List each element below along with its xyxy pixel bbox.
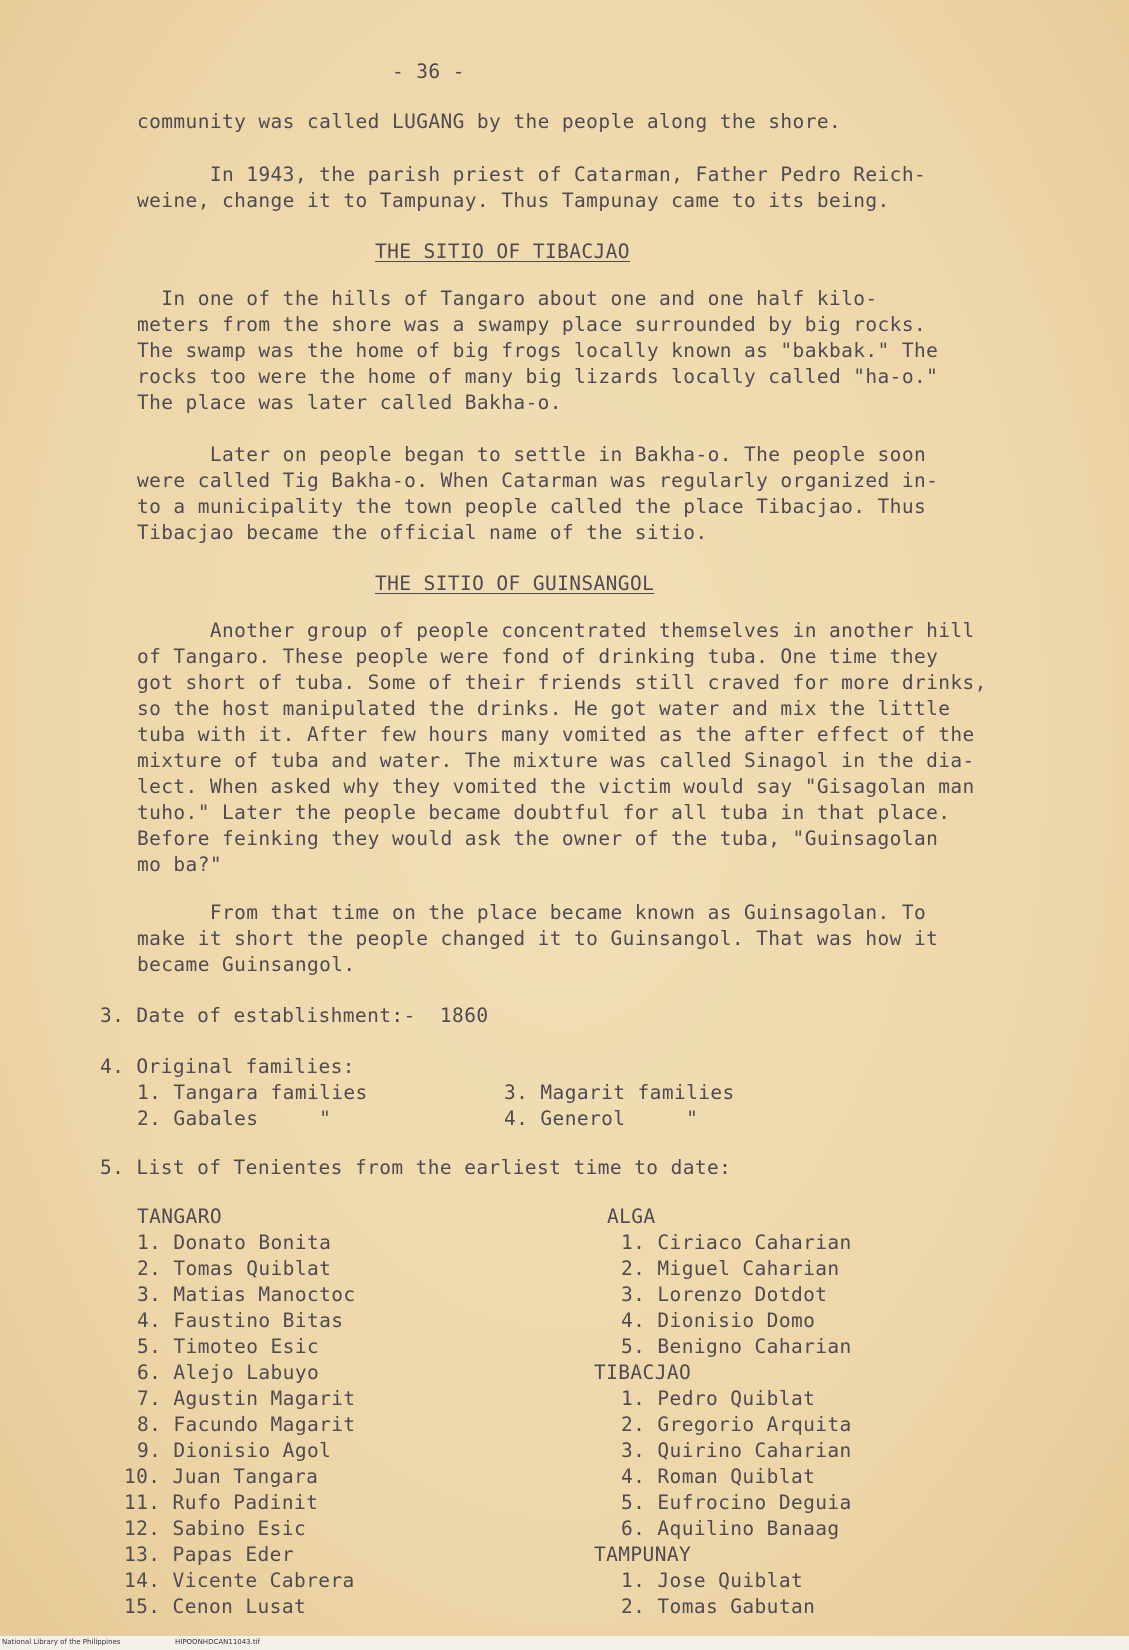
item-list-of-tenientes: 5. List of Tenientes from the earliest time to date: xyxy=(100,1156,732,1179)
paragraph-line: so the host manipulated the drinks. He got water and mix the little xyxy=(137,697,951,720)
tampunay-heading: TAMPUNAY xyxy=(594,1543,692,1566)
teniente-item: 1. Jose Quiblat xyxy=(621,1569,804,1592)
teniente-item: 2. Gregorio Arquita xyxy=(621,1413,852,1436)
paragraph-line: Tibacjao became the official name of the sitio. xyxy=(137,521,708,544)
teniente-item: 12. Sabino Esic xyxy=(124,1517,307,1540)
teniente-item: 5. Eufrocino Deguia xyxy=(621,1491,852,1514)
paragraph-line: The swamp was the home of big frogs locally known as "bakbak." The xyxy=(137,339,939,362)
page-number: - 36 - xyxy=(392,60,465,83)
teniente-item: 1. Donato Bonita xyxy=(137,1231,332,1254)
intro-line: weine, change it to Tampunay. Thus Tampunay came to its being. xyxy=(137,189,890,212)
item-original-families: 4. Original families: xyxy=(100,1055,355,1078)
teniente-item: 1. Ciriaco Caharian xyxy=(621,1231,852,1254)
teniente-item: 3. Quirino Caharian xyxy=(621,1439,852,1462)
intro-line: community was called LUGANG by the people along the shore. xyxy=(137,110,842,133)
paragraph-line: tuho." Later the people became doubtful for all tuba in that place. xyxy=(137,801,951,824)
paragraph-line: From that time on the place became known as Guinsagolan. To xyxy=(137,901,927,924)
teniente-item: 7. Agustin Magarit xyxy=(137,1387,356,1410)
teniente-item: 9. Dionisio Agol xyxy=(137,1439,332,1462)
paragraph-line: Before feinking they would ask the owner of the tuba, "Guinsagolan xyxy=(137,827,939,850)
section-heading-guinsangol: THE SITIO OF GUINSANGOL xyxy=(375,572,655,595)
teniente-item: 2. Tomas Gabutan xyxy=(621,1595,816,1618)
paragraph-line: got short of tuba. Some of their friends still craved for more drinks, xyxy=(137,671,987,694)
teniente-item: 2. Tomas Quiblat xyxy=(137,1257,332,1280)
item-date-of-establishment: 3. Date of establishment:- 1860 xyxy=(100,1004,489,1027)
teniente-item: 11. Rufo Padinit xyxy=(124,1491,319,1514)
paragraph-line: mixture of tuba and water. The mixture was called Sinagol in the dia- xyxy=(137,749,975,772)
family-item: 3. Magarit families xyxy=(504,1081,735,1104)
paragraph-line: of Tangaro. These people were fond of drinking tuba. One time they xyxy=(137,645,939,668)
teniente-item: 10. Juan Tangara xyxy=(124,1465,319,1488)
teniente-item: 6. Alejo Labuyo xyxy=(137,1361,320,1384)
teniente-item: 4. Roman Quiblat xyxy=(621,1465,816,1488)
intro-line: In 1943, the parish priest of Catarman, Father Pedro Reich- xyxy=(137,163,927,186)
tangaro-heading: TANGARO xyxy=(137,1205,222,1228)
family-item: 1. Tangara families xyxy=(137,1081,368,1104)
paragraph-line: were called Tig Bakha-o. When Catarman was regularly organized in- xyxy=(137,469,939,492)
teniente-item: 5. Benigno Caharian xyxy=(621,1335,852,1358)
teniente-item: 3. Lorenzo Dotdot xyxy=(621,1283,828,1306)
teniente-item: 13. Papas Eder xyxy=(124,1543,294,1566)
teniente-item: 14. Vicente Cabrera xyxy=(124,1569,355,1592)
paragraph-line: to a municipality the town people called the place Tibacjao. Thus xyxy=(137,495,927,518)
teniente-item: 2. Miguel Caharian xyxy=(621,1257,840,1280)
teniente-item: 15. Cenon Lusat xyxy=(124,1595,307,1618)
paragraph-line: became Guinsangol. xyxy=(137,953,356,976)
family-item: 4. Generol " xyxy=(504,1107,699,1130)
paragraph-line: mo ba?" xyxy=(137,853,222,876)
teniente-item: 4. Dionisio Domo xyxy=(621,1309,816,1332)
paragraph-line: tuba with it. After few hours many vomited as the after effect of the xyxy=(137,723,975,746)
section-heading-tibacjao: THE SITIO OF TIBACJAO xyxy=(375,240,630,263)
paragraph-line: Another group of people concentrated themselves in another hill xyxy=(137,619,975,642)
teniente-item: 4. Faustino Bitas xyxy=(137,1309,344,1332)
paragraph-line: rocks too were the home of many big lizards locally called "ha-o." xyxy=(137,365,939,388)
footer-file-name: HIPOONHDCAN11043.tif xyxy=(175,1638,261,1646)
alga-heading: ALGA xyxy=(607,1205,656,1228)
paragraph-line: make it short the people changed it to Guinsangol. That was how it xyxy=(137,927,939,950)
teniente-item: 5. Timoteo Esic xyxy=(137,1335,320,1358)
teniente-item: 8. Facundo Magarit xyxy=(137,1413,356,1436)
footer-library-name: National Library of the Philippines xyxy=(2,1638,121,1646)
teniente-item: 3. Matias Manoctoc xyxy=(137,1283,356,1306)
teniente-item: 1. Pedro Quiblat xyxy=(621,1387,816,1410)
paragraph-line: lect. When asked why they vomited the victim would say "Gisagolan man xyxy=(137,775,975,798)
tibacjao-heading: TIBACJAO xyxy=(594,1361,692,1384)
paragraph-line: meters from the shore was a swampy place surrounded by big rocks. xyxy=(137,313,927,336)
teniente-item: 6. Aquilino Banaag xyxy=(621,1517,840,1540)
paragraph-line: The place was later called Bakha-o. xyxy=(137,391,562,414)
family-item: 2. Gabales " xyxy=(137,1107,332,1130)
scan-footer xyxy=(0,1636,1129,1650)
paragraph-line: In one of the hills of Tangaro about one and one half kilo- xyxy=(137,287,878,310)
paragraph-line: Later on people began to settle in Bakha-o. The people soon xyxy=(137,443,927,466)
